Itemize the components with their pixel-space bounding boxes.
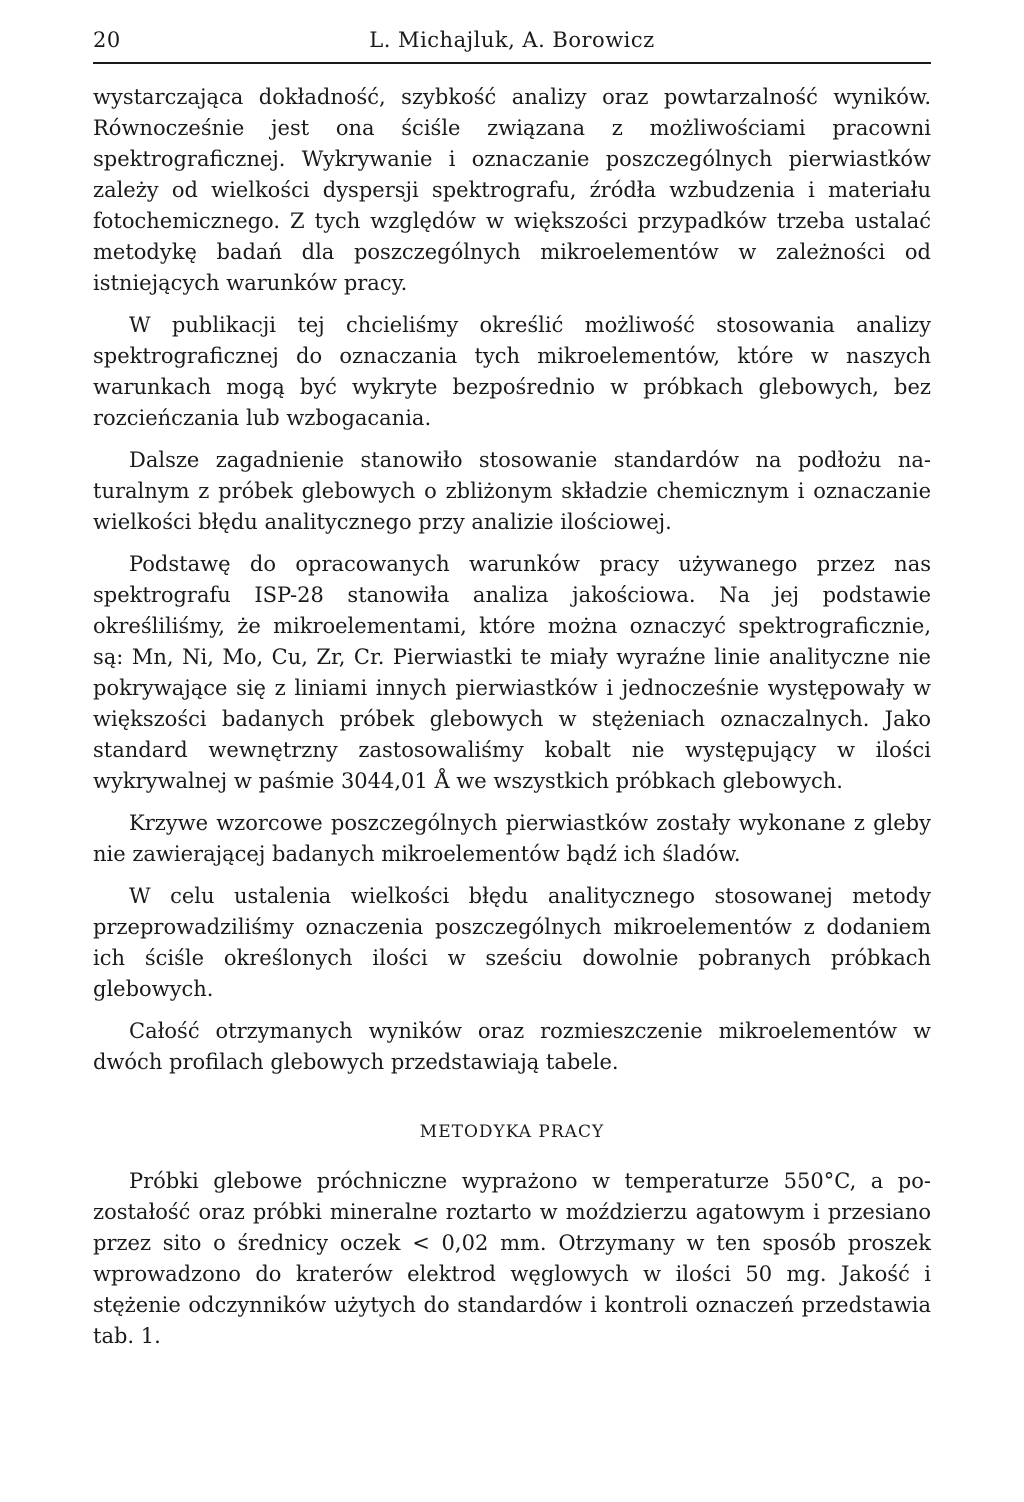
body-paragraph-2: W publikacji tej chcieliśmy określić możliwość stosowania analizy spektrograficznej do oznaczania tych mikroelementów, które w naszych warunkach mogą być wykryte bezpośrednio w próbkach glebowych, bez rozcieńczania lub wzbogacania.	[93, 313, 931, 430]
page-number: 20	[93, 28, 121, 52]
body-paragraph-3: Dalsze zagadnienie stanowiło stosowanie standardów na podłożu naturalnym z próbek glebowych o zbliżonym składzie chemicznym i oznaczanie wielkości błędu analitycznego przy analizie ilościowej.	[93, 448, 931, 534]
running-title-authors: L. Michajluk, A. Borowicz	[369, 28, 655, 52]
section-heading: METODYKA PRACY	[419, 1122, 605, 1142]
section-paragraph: Próbki glebowe próchniczne wyprażono w temperaturze 550°C, a pozostałość oraz próbki mineralne roztarto w moździerzu agatowym i przesiano przez sito o średnicy oczek < 0,02 mm. Otrzymany w ten sposób proszek wprowadzono do kraterów elektrod węglowych w ilości 50 mg. Jakość i stężenie odczynników użytych do standardów i kontroli oznaczeń przedstawia tab. 1.	[93, 1169, 931, 1348]
running-header	[93, 28, 931, 60]
body-paragraph-5: Krzywe wzorcowe poszczególnych pierwiastków zostały wykonane z gleby nie zawierającej badanych mikroelementów bądź ich śladów.	[93, 811, 931, 866]
body-paragraph-6: W celu ustalenia wielkości błędu analitycznego stosowanej metody przeprowadziliśmy oznaczenia poszczególnych mikroelementów z dodaniem ich ściśle określonych ilości w sześciu dowolnie pobranych próbkach glebowych.	[93, 884, 931, 1001]
body-paragraph-7: Całość otrzymanych wyników oraz rozmieszczenie mikroelementów w dwóch profilach glebowych przedstawiają tabele.	[93, 1019, 931, 1074]
header-rule	[93, 62, 931, 64]
body-paragraph-4: Podstawę do opracowanych warunków pracy używanego przez nas spektrografu ISP-28 stanowiła analiza jakościowa. Na jej podstawie określiliśmy, że mikroelementami, które można oznaczyć spektrograficznie, są: Mn, Ni, Mo, Cu, Zr, Cr. Pierwiastki te miały wyraźne linie analityczne nie pokrywające się z liniami innych pierwiastków i jednocześnie występowały w większości badanych próbek glebowych w stężeniach oznaczalnych. Jako standard wewnętrzny zastosowaliśmy kobalt nie występujący w ilości wykrywalnej w paśmie 3044,01 Å we wszystkich próbkach glebowych.	[93, 552, 931, 793]
body-paragraph-1: wystarczająca dokładność, szybkość analizy oraz powtarzalność wyników. Równocześnie jest ona ściśle związana z możliwościami pracowni spektrograficznej. Wykrywanie i oznaczanie poszczególnych pierwiastków zależy od wielkości dyspersji spektrografu, źródła wzbudzenia i materiału fotochemicznego. Z tych względów w większości przypadków trzeba ustalać metodykę badań dla poszczególnych mikroelementów w zależności od istniejących warunków pracy.	[93, 85, 931, 295]
document-page	[93, 28, 931, 1363]
